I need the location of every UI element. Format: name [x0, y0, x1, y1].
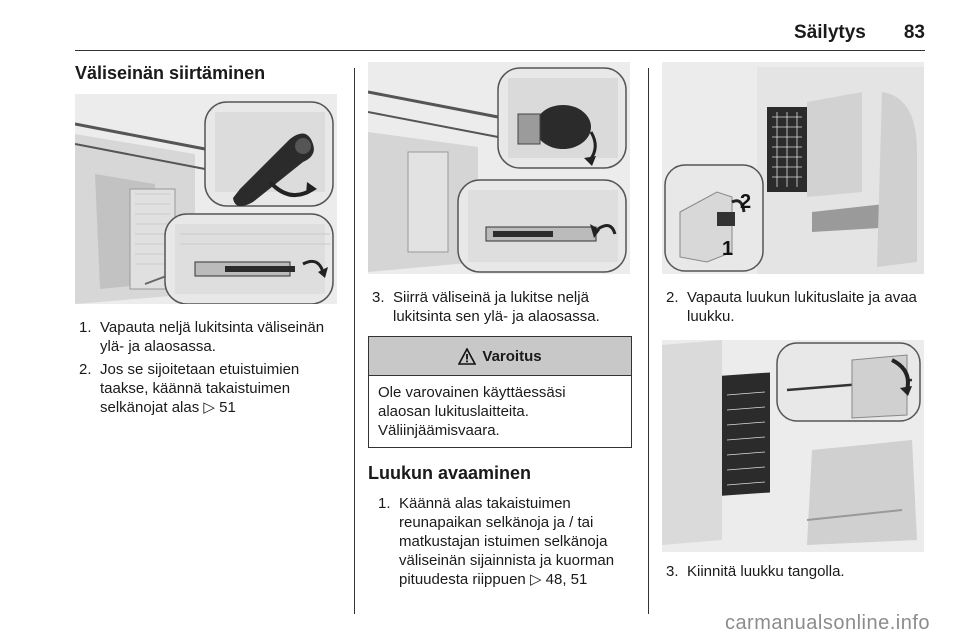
list-item: 1. Vapauta neljä lukitsinta väliseinän ylä- ja alaosassa. — [79, 319, 325, 355]
page-number: 83 — [903, 22, 925, 43]
partition-release-illustration — [75, 94, 337, 304]
list-item: 2. Jos se sijoitetaan etuistuimien taakse, käännä takaistuimen selkänojat alas ▷ 51 — [79, 361, 300, 416]
column-divider-1 — [354, 68, 355, 614]
column-1 — [75, 62, 340, 421]
section-title: Säilytys — [794, 22, 866, 43]
steps-list-1 — [75, 318, 340, 417]
steps-list-2 — [368, 288, 636, 326]
steps-list-4 — [662, 288, 926, 326]
header-rule — [75, 50, 925, 51]
column-divider-2 — [648, 68, 649, 614]
page-ref[interactable]: 48, 51 — [545, 571, 588, 588]
list-item: 3. Siirrä väliseinä ja lukitse neljä lukitsinta sen ylä- ja alaosassa. — [372, 289, 600, 325]
warning-title: Varoitus — [482, 347, 542, 365]
warning-triangle-icon — [458, 348, 476, 365]
list-item: 1. Käännä alas takaistuimen reunapaikan selkänoja ja / tai matkustajan istuimen selkänoja väliseinän sijainnista ja kuorman pituudesta riippuen ▷ 48, 51 — [378, 495, 615, 588]
partition-lock-illustration — [368, 62, 630, 274]
page-ref-icon: ▷ — [529, 571, 542, 588]
column-2 — [368, 62, 636, 593]
warning-text: Ole varovainen käyttäessäsi alaosan lukituslaitteita. Väliinjäämisvaara. — [378, 384, 566, 439]
watermark: carmanualsonline.info — [724, 612, 930, 634]
page-ref-icon: ▷ — [203, 399, 215, 416]
warning-header — [369, 337, 631, 376]
warning-box — [368, 336, 632, 448]
steps-list-3 — [368, 494, 636, 589]
callout-2: 2 — [740, 191, 752, 213]
page-ref[interactable]: 51 — [219, 399, 236, 416]
hatch-fix-illustration — [662, 340, 924, 552]
callout-1: 1 — [722, 238, 734, 260]
heading-partition-move: Väliseinän siirtäminen — [75, 63, 266, 83]
heading-hatch-open: Luukun avaaminen — [368, 463, 532, 483]
hatch-release-illustration — [662, 62, 924, 274]
steps-list-5 — [662, 562, 926, 581]
list-item: 3. Kiinnitä luukku tangolla. — [666, 563, 845, 580]
column-3 — [662, 62, 926, 585]
list-item: 2. Vapauta luukun lukituslaite ja avaa luukku. — [666, 289, 917, 325]
page-header — [794, 22, 925, 44]
